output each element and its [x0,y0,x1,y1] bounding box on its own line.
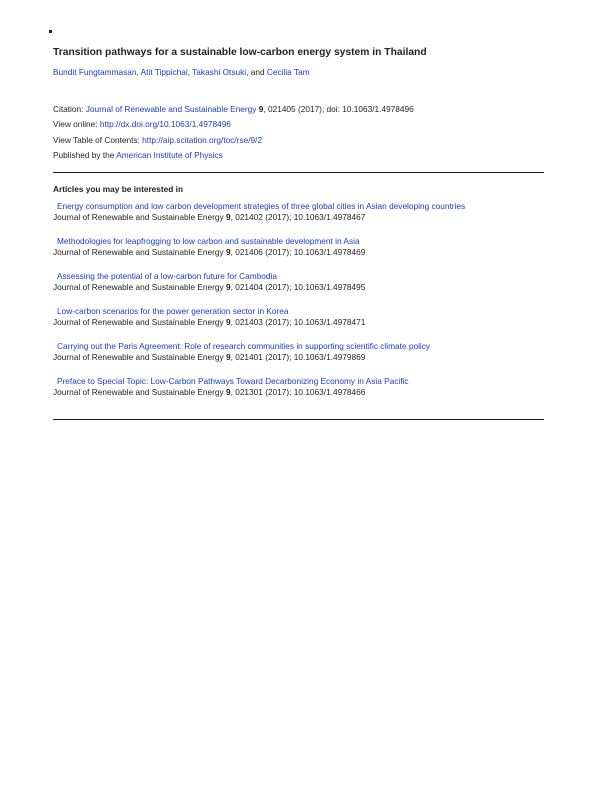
paper-title: Transition pathways for a sustainable low-carbon energy system in Thailand [53,47,427,58]
bottom-divider [53,419,544,420]
author-link[interactable]: Atit Tippichai [140,67,188,77]
journal-link[interactable]: Journal of Renewable and Sustainable Energy [85,104,257,114]
volume-number: 9 [225,282,231,292]
publisher-link[interactable]: American Institute of Physics [116,150,223,160]
view-online-label: View online: [53,119,100,129]
article-reference [53,212,548,223]
published-label: Published by the [53,150,117,160]
volume-number: 9 [225,317,231,327]
article-link[interactable]: Preface to Special Topic: Low-Carbon Pathways Toward Decarbonizing Economy in Asia Pacific [57,376,409,386]
volume-number: 9 [225,387,231,397]
article-details: , 021401 (2017); 10.1063/1.4979869 [230,352,366,362]
bullet-dot [49,30,52,33]
author-link[interactable]: Cecilia Tam [266,67,310,77]
citation-label: Citation: [53,104,86,114]
related-articles-heading: Articles you may be interested in [53,184,184,194]
article-link[interactable]: Carrying out the Paris Agreement: Role of research communities in supporting scientific climate policy [57,341,431,351]
author-list [53,67,310,78]
article-reference [53,387,548,398]
article-details: , 021404 (2017); 10.1063/1.4978495 [230,282,366,292]
article-link[interactable]: Methodologies for leapfrogging to low carbon and sustainable development in Asia [57,236,360,246]
volume-number: 9 [225,352,231,362]
author-link[interactable]: Takashi Otsuki [192,67,247,77]
published-line [53,150,223,161]
citation-line [53,104,414,115]
article-reference [53,317,548,328]
article-journal: Journal of Renewable and Sustainable Energy [53,247,226,257]
citation-details: , 021405 (2017); doi: 10.1063/1.4978496 [263,104,414,114]
top-divider [53,172,544,173]
view-toc-line [53,135,262,146]
volume-number: 9 [258,104,264,114]
doi-link[interactable]: http://dx.doi.org/10.1063/1.4978496 [99,119,231,129]
author-separator: , [187,67,193,77]
related-articles-list [53,201,548,411]
list-item [53,201,548,236]
article-details: , 021301 (2017); 10.1063/1.4978466 [230,387,366,397]
list-item [53,306,548,341]
article-link[interactable]: Energy consumption and low carbon development strategies of three global cities in Asian developing countries [57,201,466,211]
author-separator: , [136,67,141,77]
article-reference [53,352,548,363]
author-separator: , and [246,67,267,77]
article-reference [53,282,548,293]
article-details: , 021403 (2017); 10.1063/1.4978471 [230,317,366,327]
volume-number: 9 [225,212,231,222]
article-journal: Journal of Renewable and Sustainable Energy [53,282,226,292]
list-item [53,341,548,376]
toc-link[interactable]: http://aip.scitation.org/toc/rse/9/2 [142,135,263,145]
article-link[interactable]: Low-carbon scenarios for the power generation sector in Korea [57,306,289,316]
author-link[interactable]: Bundit Fungtammasan [53,67,137,77]
list-item [53,376,548,411]
article-journal: Journal of Renewable and Sustainable Energy [53,317,226,327]
view-toc-label: View Table of Contents: [53,135,143,145]
list-item [53,271,548,306]
view-online-line [53,119,231,130]
article-journal: Journal of Renewable and Sustainable Energy [53,212,226,222]
list-item [53,236,548,271]
article-details: , 021406 (2017); 10.1063/1.4978469 [230,247,366,257]
article-link[interactable]: Assessing the potential of a low-carbon future for Cambodia [57,271,277,281]
article-reference [53,247,548,258]
article-journal: Journal of Renewable and Sustainable Energy [53,352,226,362]
volume-number: 9 [225,247,231,257]
article-details: , 021402 (2017); 10.1063/1.4978467 [230,212,366,222]
article-journal: Journal of Renewable and Sustainable Energy [53,387,226,397]
